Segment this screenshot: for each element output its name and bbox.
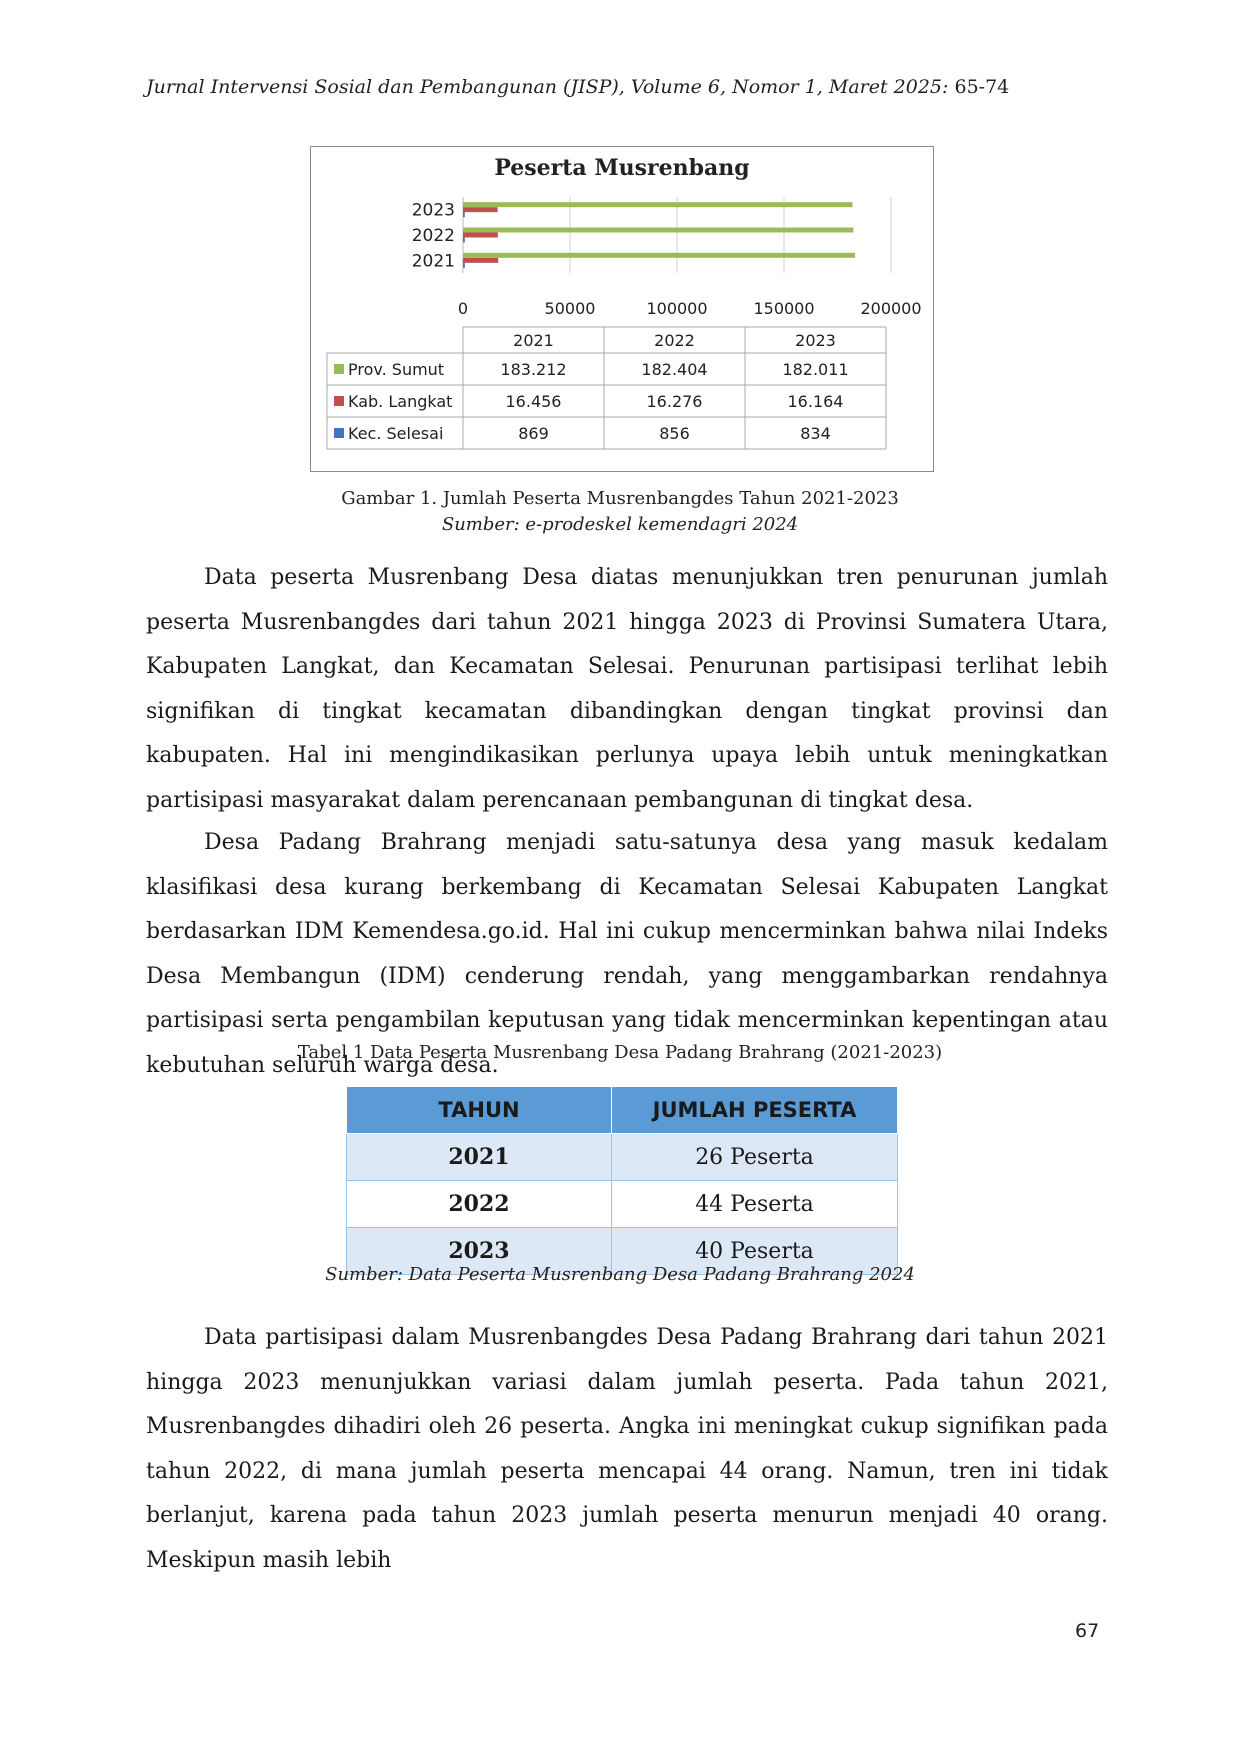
bar [463, 228, 853, 233]
row-participants: 44 Peserta [612, 1181, 898, 1228]
table-header-year: 2022 [654, 331, 695, 350]
paragraph-3: Data partisipasi dalam Musrenbangdes Desa Padang Brahrang dari tahun 2021 hingga 2023 menunjukkan variasi dalam jumlah peserta. Pada tahun 2021, Musrenbangdes dihadiri oleh 26 peserta. Angka ini meningkat cukup signifikan pada tahun 2022, di mana jumlah peserta mencapai 44 orang. Namun, tren ini tidak berlanjut, karena pada tahun 2023 jumlah peserta menurun menjadi 40 orang. Meskipun masih lebih [146, 1325, 1108, 1573]
data-label: 182.404 [641, 360, 708, 379]
table-header-row [347, 1087, 898, 1134]
x-tick-label: 200000 [860, 299, 922, 318]
legend-label: Kec. Selesai [348, 424, 444, 443]
bar [463, 263, 465, 268]
bar [463, 202, 853, 207]
participants-table [346, 1086, 898, 1275]
figure-caption: Gambar 1. Jumlah Peserta Musrenbangdes Tahun 2021-2023 [341, 488, 899, 509]
row-year: 2022 [347, 1181, 612, 1228]
table-row [347, 1134, 898, 1181]
bar [463, 212, 465, 217]
data-label: 16.164 [787, 392, 844, 411]
legend-key [334, 428, 344, 438]
legend-label: Prov. Sumut [348, 360, 445, 379]
x-tick-label: 150000 [753, 299, 815, 318]
paragraph-2: Desa Padang Brahrang menjadi satu-satunya desa yang masuk kedalam klasifikasi desa kurang berkembang di Kecamatan Selesai Kabupaten Langkat berdasarkan IDM Kemendesa.go.id. Hal ini cukup mencerminkan bahwa nilai Indeks Desa Membangun (IDM) cenderung rendah, yang menggambarkan rendahnya partisipasi serta pengambilan keputusan yang tidak mencerminkan kepentingan atau kebutuhan seluruh warga desa. [146, 830, 1108, 1078]
data-label: 16.276 [646, 392, 703, 411]
data-label: 869 [518, 424, 549, 443]
bar [463, 258, 498, 263]
data-label: 183.212 [500, 360, 567, 379]
legend-key [334, 364, 344, 374]
x-tick-label: 50000 [544, 299, 596, 318]
bar-chart [311, 147, 935, 473]
table-header-year: 2021 [513, 331, 554, 350]
x-tick-label: 100000 [646, 299, 708, 318]
y-tick-label: 2022 [411, 226, 455, 246]
journal-citation: Jurnal Intervensi Sosial dan Pembangunan (JISP), Volume 6, Nomor 1, Maret 2025: [146, 76, 949, 98]
bar [463, 253, 855, 258]
table-row [347, 1181, 898, 1228]
table-source: Sumber: Data Peserta Musrenbang Desa Padang Brahrang 2024 [325, 1264, 915, 1285]
figure-source: Sumber: e-prodeskel kemendagri 2024 [441, 514, 799, 535]
data-label: 16.456 [505, 392, 562, 411]
header-year: TAHUN [347, 1087, 612, 1134]
paragraph-1: Data peserta Musrenbang Desa diatas menunjukkan tren penurunan jumlah peserta Musrenbangdes dari tahun 2021 hingga 2023 di Provinsi Sumatera Utara, Kabupaten Langkat, dan Kecamatan Selesai. Penurunan partisipasi terlihat lebih signifikan di tingkat kecamatan dibandingkan dengan tingkat provinsi dan kabupaten. Hal ini mengindikasikan perlunya upaya lebih untuk meningkatkan partisipasi masyarakat dalam perencanaan pembangunan di tingkat desa. [146, 565, 1108, 813]
bar [463, 233, 498, 238]
legend-label: Kab. Langkat [348, 392, 453, 411]
table-header-year: 2023 [795, 331, 836, 350]
header-participants: JUMLAH PESERTA [612, 1087, 898, 1134]
row-participants: 26 Peserta [612, 1134, 898, 1181]
data-label: 856 [659, 424, 690, 443]
chart-title: Peserta Musrenbang [494, 155, 750, 181]
bar [463, 207, 498, 212]
x-tick-label: 0 [457, 299, 469, 318]
y-tick-label: 2021 [411, 251, 455, 272]
row-year: 2023 [347, 1228, 612, 1275]
row-year: 2021 [347, 1134, 612, 1181]
data-label: 834 [800, 424, 831, 443]
page-range: 65-74 [948, 76, 1010, 98]
page-number: 67 [1075, 1620, 1100, 1642]
table-caption: Tabel 1 Data Peserta Musrenbang Desa Padang Brahrang (2021-2023) [297, 1042, 943, 1063]
bar [463, 238, 465, 243]
chart-figure [310, 146, 934, 472]
row-participants: 40 Peserta [612, 1228, 898, 1275]
y-tick-label: 2023 [411, 200, 455, 221]
running-header [146, 76, 1009, 98]
legend-key [334, 396, 344, 406]
data-label: 182.011 [782, 360, 849, 379]
